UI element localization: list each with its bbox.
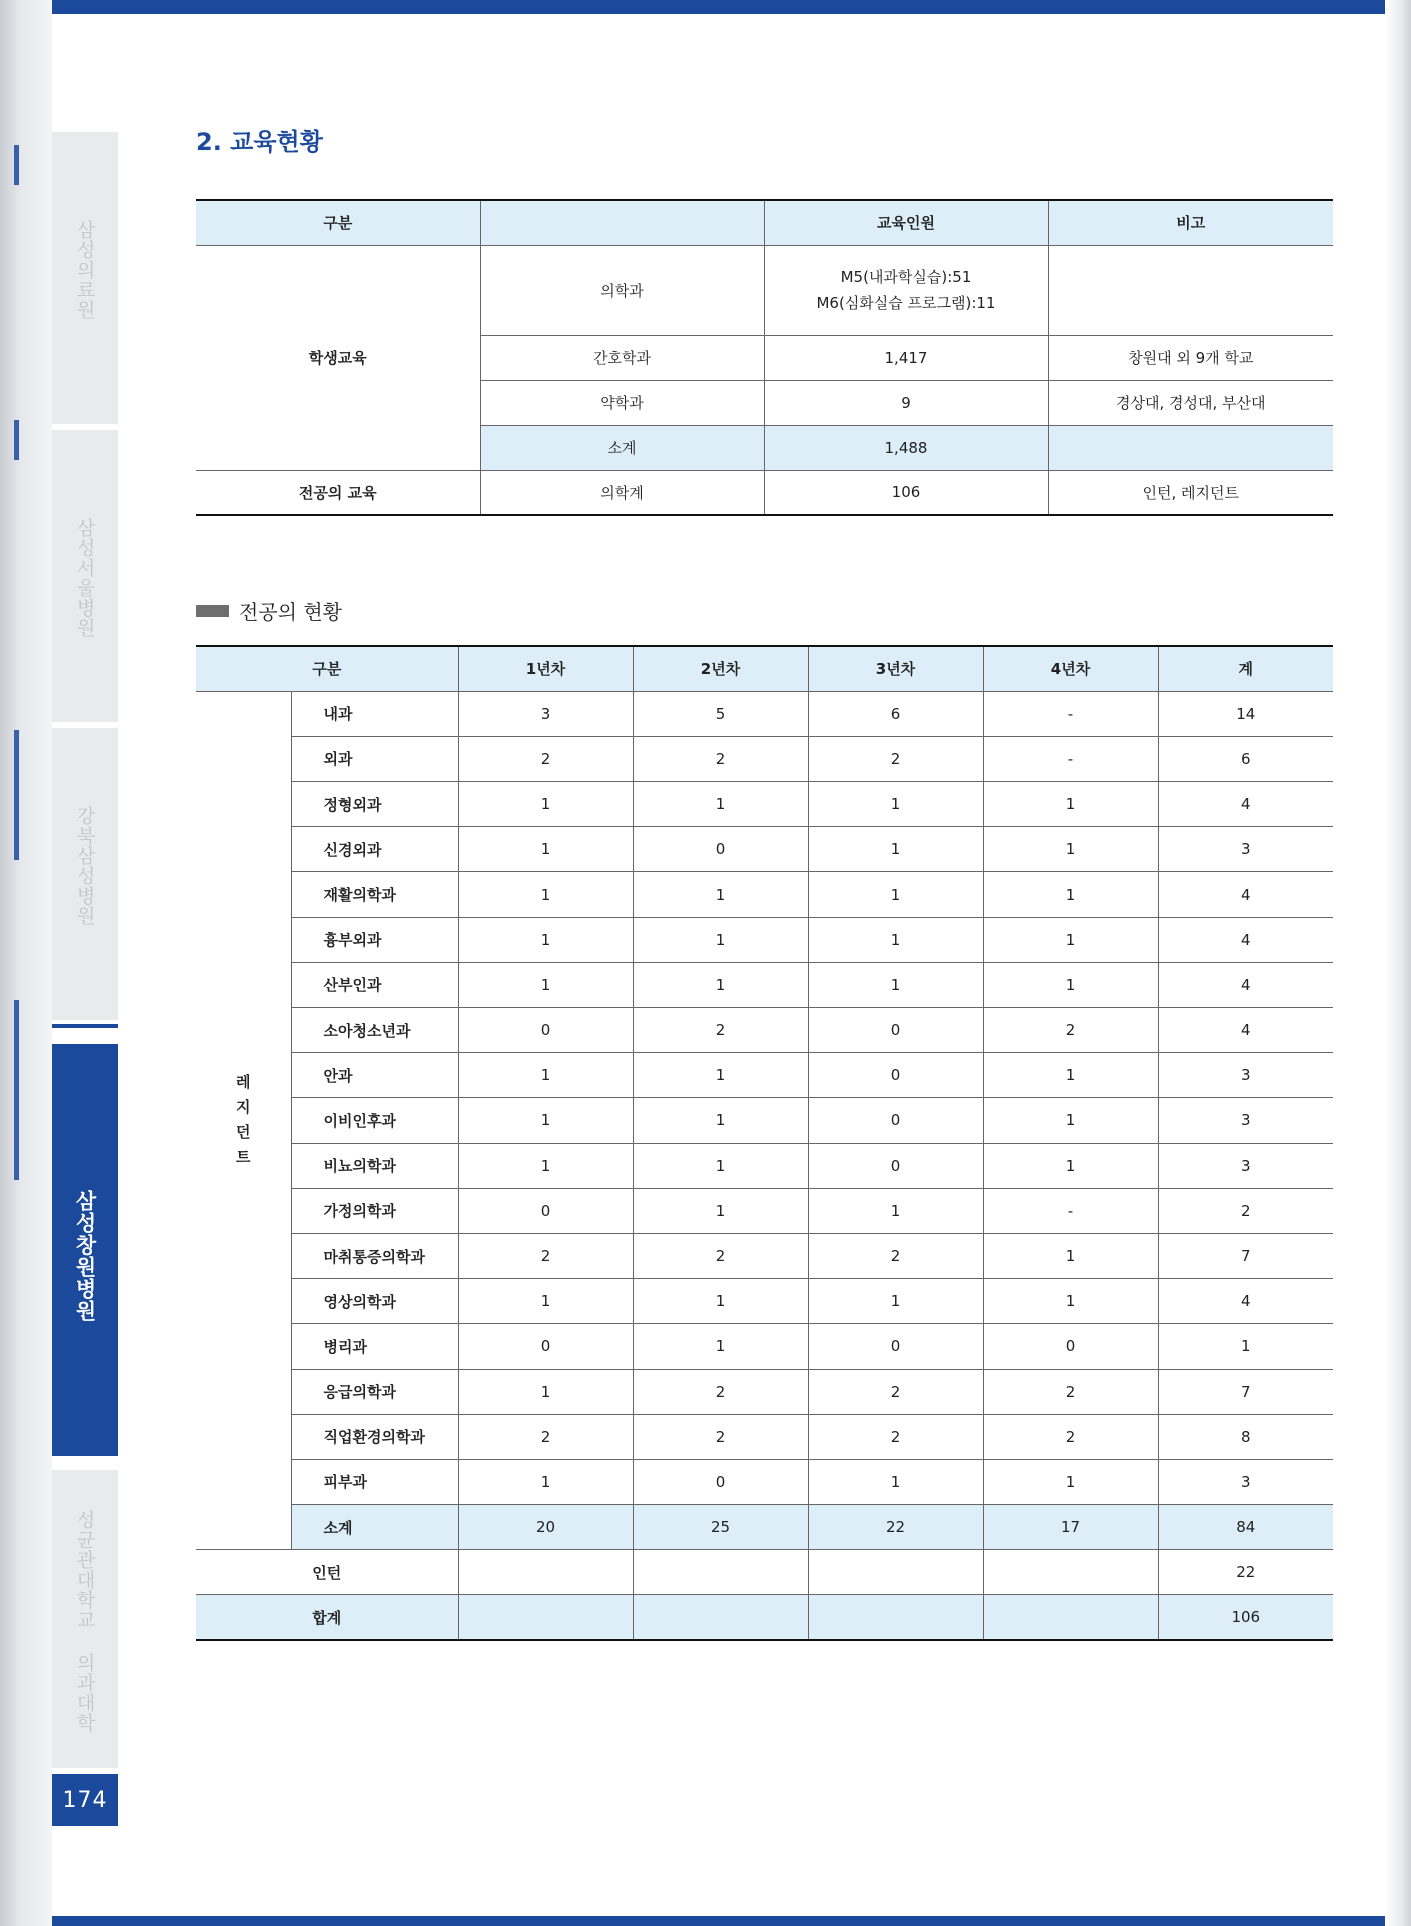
group-label-char: 지 — [236, 1098, 251, 1117]
dept-cell: 피부과 — [291, 1459, 458, 1504]
table-row — [196, 1414, 1333, 1459]
page-edge — [0, 0, 52, 1926]
year-cell: 1 — [458, 1053, 633, 1098]
year-cell: 2 — [458, 1414, 633, 1459]
total-cell: 7 — [1158, 1233, 1333, 1278]
year-cell: 1 — [808, 917, 983, 962]
total-cell: 6 — [1158, 736, 1333, 781]
dept-cell: 비뇨의학과 — [291, 1143, 458, 1188]
total-cell: 4 — [1158, 917, 1333, 962]
dept-cell: 재활의학과 — [291, 872, 458, 917]
year-cell: 1 — [983, 1053, 1158, 1098]
dept-cell: 정형외과 — [291, 782, 458, 827]
year-cell: 1 — [633, 1279, 808, 1324]
dept-cell: 외과 — [291, 736, 458, 781]
table-row — [196, 1008, 1333, 1053]
year-cell: 0 — [633, 827, 808, 872]
year-cell: 0 — [458, 1008, 633, 1053]
year-cell: 0 — [808, 1098, 983, 1143]
table-row — [196, 782, 1333, 827]
year-cell: 0 — [633, 1459, 808, 1504]
table-row — [196, 917, 1333, 962]
total-cell: 7 — [1158, 1369, 1333, 1414]
year-cell: 2 — [983, 1369, 1158, 1414]
total-cell: 4 — [1158, 872, 1333, 917]
year-cell: 1 — [458, 827, 633, 872]
year-cell: 2 — [808, 1369, 983, 1414]
year-cell: 2 — [458, 1233, 633, 1278]
sidebar-tab-skku-medicine[interactable] — [52, 1470, 118, 1768]
subtotal-cell: 84 — [1158, 1505, 1333, 1550]
dept-cell: 병리과 — [291, 1324, 458, 1369]
year-cell: 2 — [808, 1233, 983, 1278]
table-row — [196, 1098, 1333, 1143]
dept-cell: 응급의학과 — [291, 1369, 458, 1414]
year-cell: 2 — [983, 1008, 1158, 1053]
header-year1: 1년차 — [458, 646, 633, 691]
header-note: 비고 — [1048, 200, 1333, 245]
year-cell: 2 — [633, 1414, 808, 1459]
table-row — [196, 736, 1333, 781]
year-cell: 5 — [633, 691, 808, 736]
year-cell: 1 — [633, 1098, 808, 1143]
year-cell: 2 — [808, 736, 983, 781]
year-cell: 1 — [458, 1459, 633, 1504]
sidebar-tab-label: 성균관대학교 의과대학 — [73, 1510, 96, 1733]
group-label-char: 트 — [236, 1148, 251, 1167]
year-cell: 1 — [458, 917, 633, 962]
table-row — [196, 691, 1333, 736]
year-cell: 1 — [808, 827, 983, 872]
year-cell: 1 — [458, 962, 633, 1007]
table-row — [196, 827, 1333, 872]
year-cell: 1 — [633, 917, 808, 962]
sidebar-tab-samsung-medical-center[interactable] — [52, 132, 118, 424]
total-cell: 4 — [1158, 1279, 1333, 1324]
year-cell: 2 — [983, 1414, 1158, 1459]
total-cell: 3 — [1158, 1143, 1333, 1188]
note-cell — [1048, 425, 1333, 470]
sidebar-tab-samsung-changwon-hospital[interactable] — [52, 1044, 118, 1450]
dept-cell: 이비인후과 — [291, 1098, 458, 1143]
year-cell: 2 — [633, 1008, 808, 1053]
table-row — [196, 470, 1333, 515]
year-cell: 1 — [983, 1459, 1158, 1504]
total-cell: 2 — [1158, 1188, 1333, 1233]
year-cell: 1 — [808, 1188, 983, 1233]
sidebar-tab-label: 삼성창원병원 — [73, 1190, 97, 1322]
intern-row — [196, 1550, 1333, 1595]
year-cell: 0 — [808, 1008, 983, 1053]
year-cell: 1 — [808, 1459, 983, 1504]
grand-total-row-total: 106 — [1158, 1595, 1333, 1640]
subtotal-row — [196, 1505, 1333, 1550]
type-cell: 의학과 — [480, 245, 764, 335]
intern-row-total: 22 — [1158, 1550, 1333, 1595]
year-cell: - — [983, 736, 1158, 781]
subtotal-cell: 22 — [808, 1505, 983, 1550]
dept-cell: 안과 — [291, 1053, 458, 1098]
type-cell: 소계 — [480, 425, 764, 470]
year-cell: 1 — [458, 1143, 633, 1188]
year-cell: 2 — [633, 736, 808, 781]
total-cell: 3 — [1158, 1098, 1333, 1143]
header-year4: 4년차 — [983, 646, 1158, 691]
year-cell: 1 — [983, 782, 1158, 827]
resident-group-label — [196, 691, 291, 1550]
sidebar-tab-label: 삼성서울병원 — [73, 518, 96, 638]
empty-cell — [808, 1595, 983, 1640]
grand-total-row — [196, 1595, 1333, 1640]
header-category: 구분 — [196, 646, 458, 691]
empty-cell — [633, 1550, 808, 1595]
resident-section-title-text: 전공의 현황 — [239, 600, 342, 624]
year-cell: 2 — [633, 1233, 808, 1278]
year-cell: 0 — [808, 1053, 983, 1098]
year-cell: 1 — [458, 1279, 633, 1324]
year-cell: 1 — [983, 917, 1158, 962]
year-cell: 0 — [458, 1324, 633, 1369]
grand-total-row-label: 합계 — [196, 1595, 458, 1640]
table-row — [196, 245, 1333, 335]
top-border — [52, 0, 1411, 14]
year-cell: 3 — [458, 691, 633, 736]
count-cell: 1,417 — [764, 335, 1048, 380]
empty-cell — [458, 1550, 633, 1595]
education-table — [196, 199, 1333, 516]
subtotal-cell: 20 — [458, 1505, 633, 1550]
resident-section-title — [196, 596, 342, 625]
intern-row-label: 인턴 — [196, 1550, 458, 1595]
type-cell: 의학계 — [480, 470, 764, 515]
bottom-border — [52, 1916, 1411, 1926]
year-cell: 1 — [808, 872, 983, 917]
year-cell: 1 — [983, 1143, 1158, 1188]
year-cell: 2 — [633, 1369, 808, 1414]
dept-cell: 직업환경의학과 — [291, 1414, 458, 1459]
total-cell: 3 — [1158, 827, 1333, 872]
dept-cell: 흉부외과 — [291, 917, 458, 962]
year-cell: 0 — [808, 1324, 983, 1369]
group-label-char: 던 — [236, 1123, 251, 1142]
year-cell: 1 — [633, 1143, 808, 1188]
year-cell: 0 — [458, 1188, 633, 1233]
table-row — [196, 1369, 1333, 1414]
empty-cell — [633, 1595, 808, 1640]
resident-table — [196, 645, 1333, 1641]
year-cell: 1 — [633, 872, 808, 917]
title-bar-icon — [196, 605, 229, 617]
year-cell: 0 — [983, 1324, 1158, 1369]
year-cell: 1 — [983, 872, 1158, 917]
year-cell: 1 — [983, 962, 1158, 1007]
header-count: 교육인원 — [764, 200, 1048, 245]
year-cell: 0 — [808, 1143, 983, 1188]
header-category: 구분 — [196, 200, 480, 245]
table-row — [196, 872, 1333, 917]
table-row — [196, 1324, 1333, 1369]
year-cell: 1 — [983, 1233, 1158, 1278]
count-cell — [764, 245, 1048, 335]
count-cell: 106 — [764, 470, 1048, 515]
table-row — [196, 962, 1333, 1007]
year-cell: 1 — [458, 872, 633, 917]
note-cell — [1048, 245, 1333, 335]
sidebar-tab-label: 삼성의료원 — [73, 220, 96, 320]
dept-cell: 영상의학과 — [291, 1279, 458, 1324]
total-cell: 3 — [1158, 1459, 1333, 1504]
page-shadow — [1385, 0, 1411, 1926]
sidebar-tab-label: 강북삼성병원 — [73, 806, 96, 926]
note-cell: 경상대, 경성대, 부산대 — [1048, 380, 1333, 425]
total-cell: 1 — [1158, 1324, 1333, 1369]
subtotal-cell: 25 — [633, 1505, 808, 1550]
empty-cell — [808, 1550, 983, 1595]
subtotal-cell: 17 — [983, 1505, 1158, 1550]
count-cell: 1,488 — [764, 425, 1048, 470]
count-line: M6(심화실습 프로그램):11 — [816, 294, 996, 312]
year-cell: 1 — [458, 782, 633, 827]
year-cell: 2 — [458, 736, 633, 781]
year-cell: 1 — [458, 1098, 633, 1143]
year-cell: 1 — [808, 1279, 983, 1324]
tab-divider — [52, 1448, 118, 1456]
total-cell: 4 — [1158, 1008, 1333, 1053]
year-cell: 1 — [808, 782, 983, 827]
note-cell: 인턴, 레지던트 — [1048, 470, 1333, 515]
empty-cell — [983, 1550, 1158, 1595]
dept-cell: 소아청소년과 — [291, 1008, 458, 1053]
year-cell: - — [983, 1188, 1158, 1233]
table-row — [196, 1233, 1333, 1278]
year-cell: 1 — [983, 827, 1158, 872]
year-cell: 1 — [983, 1098, 1158, 1143]
dept-cell: 내과 — [291, 691, 458, 736]
subtotal-label: 소계 — [291, 1505, 458, 1550]
student-education-group: 학생교육 — [196, 245, 480, 470]
dept-cell: 가정의학과 — [291, 1188, 458, 1233]
group-label-char: 레 — [236, 1073, 251, 1092]
year-cell: 1 — [458, 1369, 633, 1414]
year-cell: 2 — [808, 1414, 983, 1459]
count-cell: 9 — [764, 380, 1048, 425]
section-title: 2. 교육현황 — [196, 128, 323, 156]
note-cell: 창원대 외 9개 학교 — [1048, 335, 1333, 380]
year-cell: 1 — [633, 782, 808, 827]
dept-cell: 신경외과 — [291, 827, 458, 872]
table-row — [196, 1188, 1333, 1233]
table-row — [196, 1459, 1333, 1504]
total-cell: 4 — [1158, 962, 1333, 1007]
page-number: 174 — [52, 1774, 118, 1826]
resident-education-group: 전공의 교육 — [196, 470, 480, 515]
table-row — [196, 1279, 1333, 1324]
type-cell: 간호학과 — [480, 335, 764, 380]
header-year3: 3년차 — [808, 646, 983, 691]
total-cell: 14 — [1158, 691, 1333, 736]
header-year2: 2년차 — [633, 646, 808, 691]
count-line: M5(내과학실습):51 — [840, 268, 972, 286]
type-cell: 약학과 — [480, 380, 764, 425]
tab-divider — [52, 1024, 118, 1028]
total-cell: 4 — [1158, 782, 1333, 827]
year-cell: 1 — [983, 1279, 1158, 1324]
empty-cell — [983, 1595, 1158, 1640]
dept-cell: 마취통증의학과 — [291, 1233, 458, 1278]
total-cell: 8 — [1158, 1414, 1333, 1459]
year-cell: 1 — [808, 962, 983, 1007]
year-cell: - — [983, 691, 1158, 736]
year-cell: 1 — [633, 962, 808, 1007]
header-total: 계 — [1158, 646, 1333, 691]
table-row — [196, 1143, 1333, 1188]
sidebar-tab-kangbuk-samsung-hospital[interactable] — [52, 728, 118, 1020]
header-blank — [480, 200, 764, 245]
year-cell: 1 — [633, 1053, 808, 1098]
year-cell: 1 — [633, 1324, 808, 1369]
total-cell: 3 — [1158, 1053, 1333, 1098]
year-cell: 6 — [808, 691, 983, 736]
empty-cell — [458, 1595, 633, 1640]
sidebar-tab-samsung-seoul-hospital[interactable] — [52, 430, 118, 722]
dept-cell: 산부인과 — [291, 962, 458, 1007]
year-cell: 1 — [633, 1188, 808, 1233]
table-row — [196, 1053, 1333, 1098]
